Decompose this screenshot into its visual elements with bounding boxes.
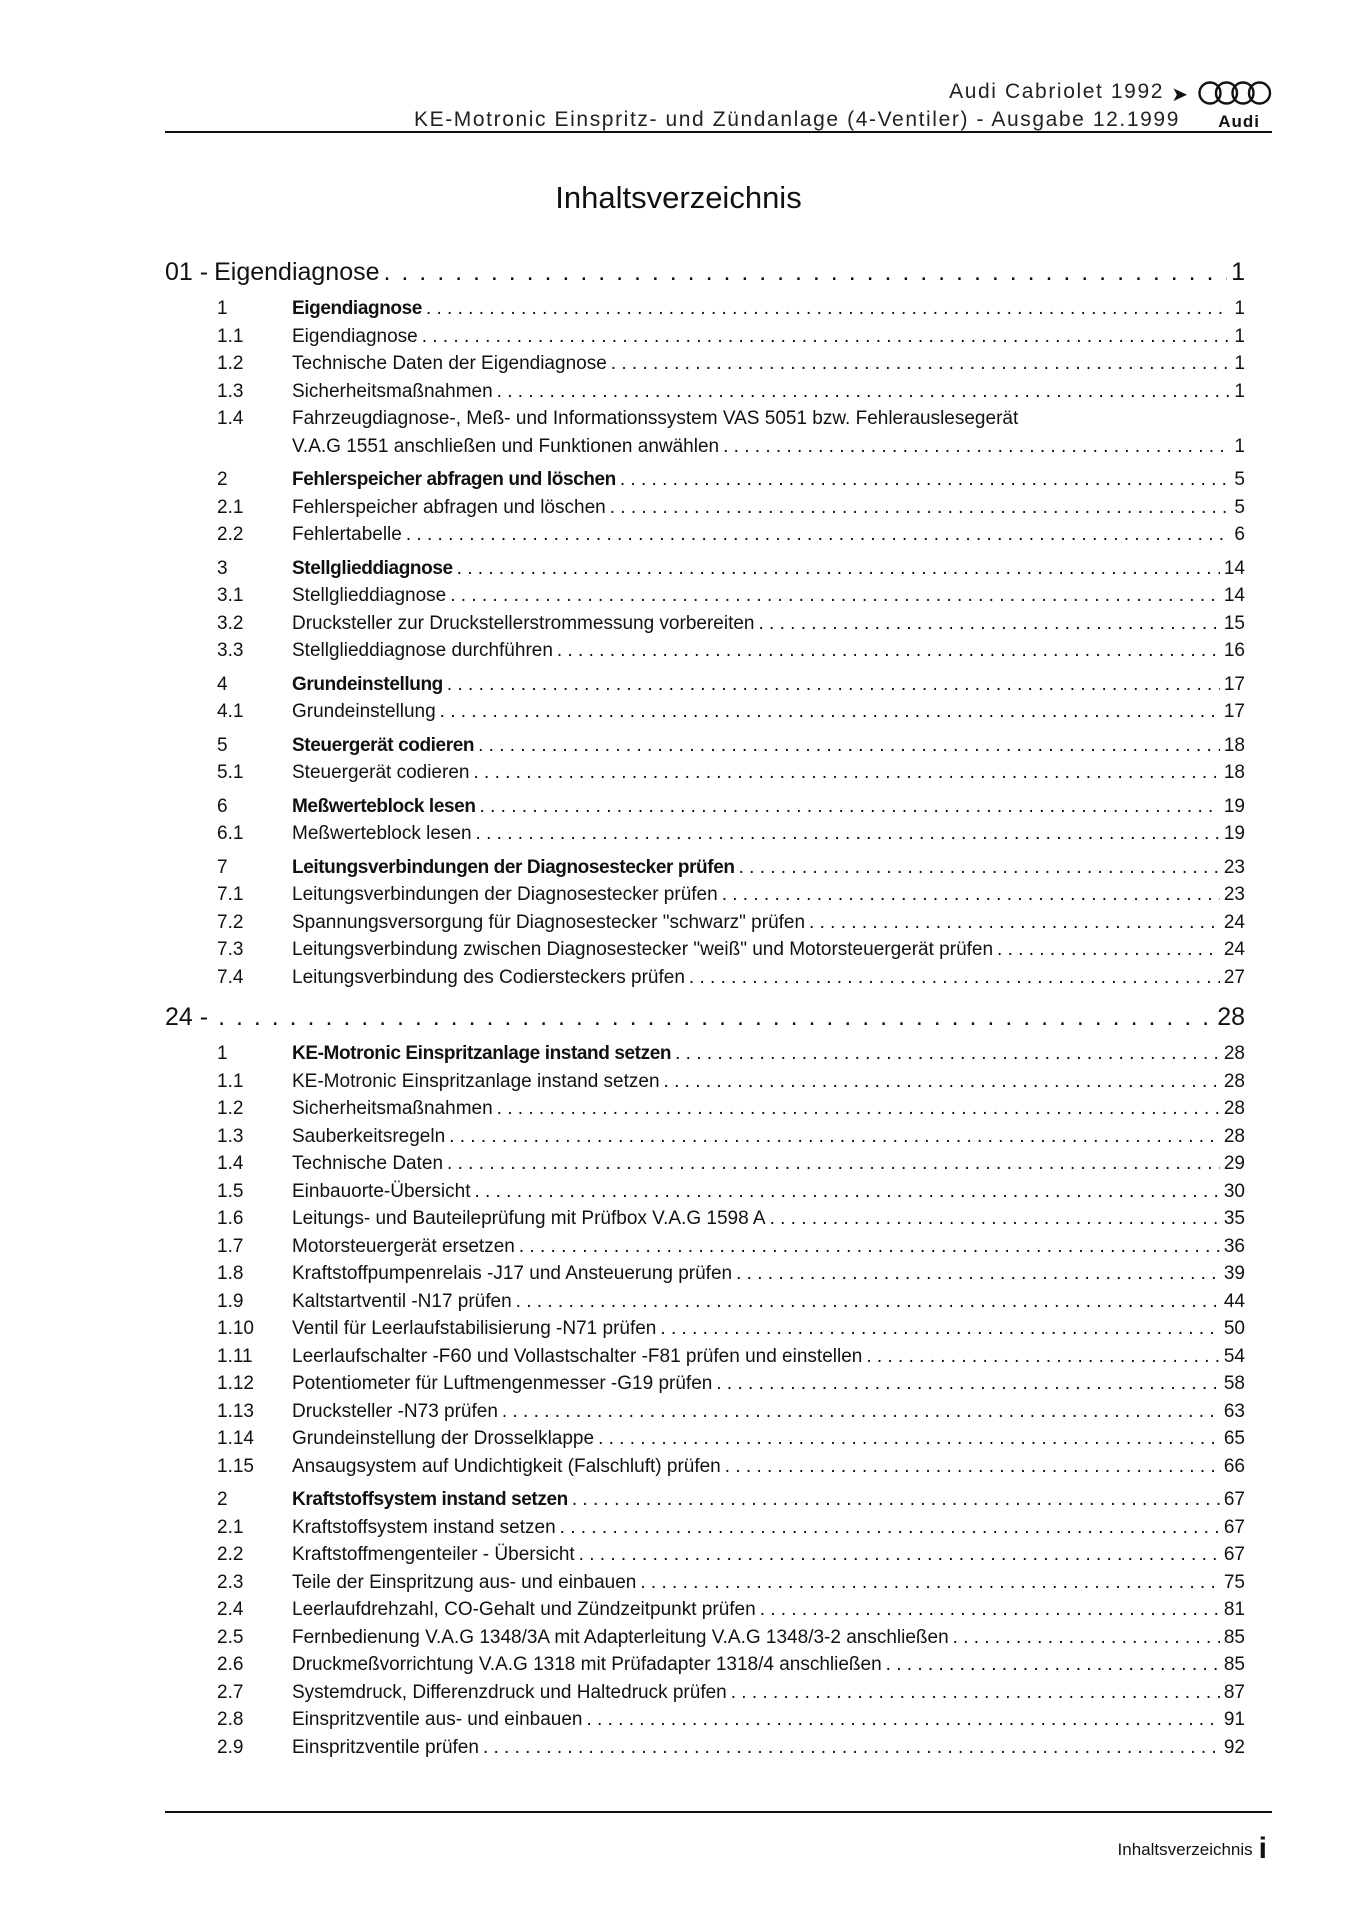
toc-title: Fehlerspeicher abfragen und löschen (292, 496, 606, 518)
toc-title: Sicherheitsmaßnahmen (292, 380, 493, 402)
toc-number: 7.1 (217, 884, 244, 905)
toc-entry[interactable] (165, 1596, 1245, 1624)
header-subtitle: KE-Motronic Einspritz- und Zündanlage (4-Ventiler) - Ausgabe 12.1999 (413, 108, 1180, 131)
toc-page-number: 27 (1223, 966, 1245, 988)
toc-number: 3.1 (217, 585, 244, 606)
dot-leader (474, 1178, 1219, 1206)
toc-number: 1.9 (217, 1290, 244, 1312)
dot-leader (739, 854, 1220, 882)
toc-page-number: 87 (1223, 1681, 1245, 1703)
toc-number: 1.1 (217, 325, 244, 347)
toc-title: Eigendiagnose (292, 325, 418, 347)
arrow-right-icon: ➤ (1171, 84, 1188, 106)
toc-entry[interactable] (165, 582, 1245, 610)
dot-leader (476, 820, 1220, 848)
toc-page-number: 5 (1234, 496, 1245, 518)
page-title: Inhaltsverzeichnis (555, 180, 802, 215)
header-model: Audi Cabriolet 1992 (949, 80, 1164, 103)
toc-title: Ventil für Leerlaufstabilisierung -N71 prüfen (292, 1318, 657, 1339)
toc-entry[interactable] (165, 494, 1245, 522)
toc-title: Fehlerspeicher abfragen und löschen (292, 469, 616, 490)
toc-page-number: 50 (1223, 1318, 1245, 1339)
toc-title: Spannungsversorgung für Diagnosestecker "schwarz" prüfen (292, 911, 806, 933)
toc-title: Kaltstartventil -N17 prüfen (292, 1290, 512, 1312)
toc-title: Fernbedienung V.A.G 1348/3A mit Adapterleitung V.A.G 1348/3-2 anschließen (292, 1626, 949, 1648)
toc-entry[interactable] (165, 323, 1245, 351)
toc-title: Einspritzventile aus- und einbauen (292, 1709, 583, 1730)
toc-entry[interactable] (165, 1288, 1245, 1316)
toc-page-number: 6 (1234, 524, 1245, 545)
dot-leader (953, 1624, 1220, 1652)
toc-number: 6 (217, 795, 228, 817)
toc-title: Einspritzventile prüfen (292, 1736, 479, 1758)
toc-number: 3.3 (217, 640, 244, 661)
toc-number: 24 - (165, 1003, 209, 1031)
toc-entry[interactable] (165, 909, 1245, 937)
toc-page-number: 17 (1223, 673, 1245, 695)
toc-title: Kraftstoffsystem instand setzen (292, 1516, 556, 1538)
dot-leader (422, 323, 1231, 351)
table-of-contents (165, 256, 1245, 1761)
toc-page-number: 65 (1223, 1428, 1245, 1449)
toc-number: 3.2 (217, 612, 244, 634)
toc-page-number: 1 (1234, 380, 1245, 402)
toc-number: 1.4 (217, 1153, 244, 1174)
toc-chapter[interactable] (165, 256, 1245, 289)
toc-title: Grundeinstellung (292, 701, 436, 722)
dot-leader (866, 1343, 1220, 1371)
toc-section[interactable] (165, 1486, 1245, 1514)
toc-title: Stellglieddiagnose (292, 557, 453, 579)
toc-page-number: 75 (1223, 1571, 1245, 1593)
toc-page-number: 85 (1223, 1626, 1245, 1648)
toc-section[interactable] (165, 295, 1245, 323)
toc-number: 1.7 (217, 1235, 244, 1257)
toc-title: KE-Motronic Einspritzanlage instand setzen (292, 1043, 672, 1064)
toc-section[interactable] (165, 854, 1245, 882)
toc-entry[interactable] (165, 881, 1245, 909)
toc-title: Stellglieddiagnose (292, 585, 447, 606)
toc-number: 2.5 (217, 1626, 244, 1648)
toc-page-number: 18 (1223, 762, 1245, 783)
toc-page-number: 92 (1223, 1736, 1245, 1758)
toc-entry[interactable] (165, 1624, 1245, 1652)
dot-leader (722, 881, 1220, 909)
toc-entry[interactable] (165, 405, 1245, 460)
footer-divider (165, 1811, 1272, 1813)
toc-number: 1.6 (217, 1208, 244, 1229)
toc-number: 1.15 (217, 1455, 254, 1477)
toc-number: 2.6 (217, 1654, 244, 1675)
toc-page-number: 28 (1223, 1098, 1245, 1119)
toc-title: Steuergerät codieren (292, 762, 470, 783)
toc-title: KE-Motronic Einspritzanlage instand setzen (292, 1070, 660, 1092)
toc-section[interactable] (165, 732, 1245, 760)
toc-entry[interactable] (165, 964, 1245, 992)
toc-number: 2.4 (217, 1599, 244, 1620)
toc-number: 1 (217, 1043, 228, 1064)
toc-title: Sauberkeitsregeln (292, 1125, 446, 1147)
toc-title: Einbauorte-Übersicht (292, 1180, 471, 1202)
dot-leader (384, 256, 1228, 289)
dot-leader (572, 1486, 1220, 1514)
dot-leader (449, 1123, 1220, 1151)
toc-page-number: 85 (1223, 1654, 1245, 1675)
toc-number: 2.7 (217, 1681, 244, 1703)
page-footer (1118, 1832, 1267, 1866)
toc-page-number: 63 (1223, 1400, 1245, 1422)
dot-leader (447, 671, 1220, 699)
toc-title: Leerlaufschalter -F60 und Vollastschalter -F81 prüfen und einstellen (292, 1345, 863, 1367)
toc-number: 5.1 (217, 762, 244, 783)
toc-number: 1.1 (217, 1070, 244, 1092)
toc-title: Steuergerät codieren (292, 734, 475, 756)
toc-entry[interactable] (165, 820, 1245, 848)
toc-entry[interactable] (165, 350, 1245, 378)
toc-page-number: 5 (1234, 469, 1245, 490)
dot-leader (473, 759, 1219, 787)
toc-number: 1.12 (217, 1373, 254, 1394)
dot-leader (440, 698, 1220, 726)
toc-title: Kraftstoffpumpenrelais -J17 und Ansteuerung prüfen (292, 1263, 733, 1284)
toc-number: 1.3 (217, 380, 244, 402)
toc-number: 2 (217, 469, 228, 490)
dot-leader (406, 521, 1231, 549)
toc-title: Fahrzeugdiagnose-, Meß- und Informationssystem VAS 5051 bzw. Fehlerauslesegerät (292, 408, 1019, 429)
dot-leader (731, 1679, 1220, 1707)
toc-title: Meßwerteblock lesen (292, 823, 472, 844)
toc-title: Leerlaufdrehzahl, CO-Gehalt und Zündzeitpunkt prüfen (292, 1599, 756, 1620)
toc-entry[interactable] (165, 1315, 1245, 1343)
toc-page-number: 14 (1223, 557, 1245, 579)
footer-label: Inhaltsverzeichnis (1117, 1840, 1253, 1859)
toc-title: Leitungsverbindung zwischen Diagnosestecker "weiß" und Motorsteuergerät prüfen (292, 939, 994, 960)
toc-number: 2 (217, 1489, 228, 1510)
toc-page-number: 1 (1234, 325, 1245, 347)
toc-entry[interactable] (165, 1095, 1245, 1123)
toc-number: 1.2 (217, 1098, 244, 1119)
audi-brand-text: Audi (1218, 112, 1260, 131)
toc-entry[interactable] (165, 1205, 1245, 1233)
toc-number: 2.9 (217, 1736, 244, 1758)
toc-page-number: 54 (1223, 1345, 1245, 1367)
toc-page-number: 16 (1223, 640, 1245, 661)
toc-title: Sicherheitsmaßnahmen (292, 1098, 493, 1119)
toc-entry[interactable] (165, 759, 1245, 787)
toc-page-number: 91 (1223, 1709, 1245, 1730)
toc-page-number: 1 (1234, 298, 1245, 319)
toc-page-number: 28 (1223, 1043, 1245, 1064)
dot-leader (736, 1260, 1220, 1288)
toc-title: Systemdruck, Differenzdruck und Haltedruck prüfen (292, 1681, 727, 1703)
toc-title: Meßwerteblock lesen (292, 795, 476, 817)
dot-leader (770, 1205, 1220, 1233)
dot-leader (997, 936, 1220, 964)
toc-entry[interactable] (165, 1679, 1245, 1707)
toc-entry[interactable] (165, 1569, 1245, 1597)
toc-page-number: 35 (1223, 1208, 1245, 1229)
dot-leader (579, 1541, 1220, 1569)
toc-entry[interactable] (165, 610, 1245, 638)
toc-title: Leitungsverbindungen der Diagnosestecker prüfen (292, 856, 735, 878)
toc-number: 1.14 (217, 1428, 254, 1449)
toc-page-number: 58 (1223, 1373, 1245, 1394)
toc-page-number: 29 (1223, 1153, 1245, 1174)
dot-leader (716, 1370, 1220, 1398)
toc-title: Stellglieddiagnose durchführen (292, 640, 553, 661)
toc-entry[interactable] (165, 1123, 1245, 1151)
toc-entry[interactable] (165, 521, 1245, 549)
dot-leader (586, 1706, 1219, 1734)
toc-title: Leitungsverbindung des Codiersteckers prüfen (292, 966, 685, 988)
footer-page-number: i (1258, 1832, 1267, 1865)
toc-number: 3 (217, 557, 228, 579)
toc-number: 1.4 (217, 408, 244, 429)
toc-entry[interactable] (165, 1425, 1245, 1453)
toc-number: 6.1 (217, 823, 244, 844)
toc-section[interactable] (165, 793, 1245, 821)
toc-title: Grundeinstellung der Drosselklappe (292, 1428, 595, 1449)
toc-page-number: 17 (1223, 701, 1245, 722)
toc-number: 1.8 (217, 1263, 244, 1284)
toc-title: Druckmeßvorrichtung V.A.G 1318 mit Prüfadapter 1318/4 anschließen (292, 1654, 882, 1675)
toc-entry[interactable] (165, 698, 1245, 726)
dot-leader (886, 1651, 1220, 1679)
toc-title: Leitungs- und Bauteileprüfung mit Prüfbox V.A.G 1598 A (292, 1208, 766, 1229)
toc-number: 2.1 (217, 1516, 244, 1538)
toc-page-number: 44 (1223, 1290, 1245, 1312)
dot-leader (725, 1453, 1220, 1481)
toc-title: Potentiometer für Luftmengenmesser -G19 prüfen (292, 1373, 713, 1394)
toc-number: 2.2 (217, 524, 244, 545)
toc-title: Drucksteller -N73 prüfen (292, 1400, 498, 1422)
toc-section[interactable] (165, 1040, 1245, 1068)
dot-leader (675, 1040, 1220, 1068)
toc-entry[interactable] (165, 637, 1245, 665)
dot-leader (560, 1514, 1220, 1542)
toc-number: 1 (217, 298, 228, 319)
dot-leader (426, 295, 1230, 323)
toc-title: Fehlertabelle (292, 524, 402, 545)
toc-number: 7.3 (217, 939, 244, 960)
toc-chapter[interactable] (165, 1001, 1245, 1034)
dot-leader (519, 1233, 1220, 1261)
toc-number: 1.11 (217, 1345, 253, 1367)
toc-page-number: 19 (1223, 795, 1245, 817)
toc-title-continued: V.A.G 1551 anschließen und Funktionen anwählen (292, 435, 720, 457)
dot-leader (598, 1425, 1220, 1453)
toc-entry[interactable] (165, 1260, 1245, 1288)
toc-page-number: 19 (1223, 823, 1245, 844)
dot-leader (478, 732, 1220, 760)
toc-entry[interactable] (165, 1343, 1245, 1371)
dot-leader (218, 1001, 1213, 1034)
toc-entry[interactable] (165, 936, 1245, 964)
dot-leader (620, 466, 1231, 494)
toc-entry[interactable] (165, 1541, 1245, 1569)
toc-section[interactable] (165, 466, 1245, 494)
toc-title: Kraftstoffmengenteiler - Übersicht (292, 1544, 575, 1565)
toc-number: 2.2 (217, 1544, 244, 1565)
toc-page-number: 30 (1223, 1180, 1245, 1202)
toc-entry[interactable] (165, 1233, 1245, 1261)
toc-page-number: 23 (1223, 856, 1245, 878)
toc-page-number: 39 (1223, 1263, 1245, 1284)
toc-page-number: 14 (1223, 585, 1245, 606)
dot-leader (610, 494, 1231, 522)
toc-title: Eigendiagnose (292, 298, 422, 319)
toc-page-number: 24 (1223, 939, 1245, 960)
toc-number: 2.8 (217, 1709, 244, 1730)
audi-rings-icon (1198, 78, 1272, 108)
toc-page-number: 81 (1223, 1599, 1245, 1620)
toc-page-number: 18 (1223, 734, 1245, 756)
toc-page-number: 24 (1223, 911, 1245, 933)
toc-entry[interactable] (165, 1514, 1245, 1542)
toc-title: Kraftstoffsystem instand setzen (292, 1489, 568, 1510)
toc-number: 01 - (165, 258, 209, 286)
toc-entry[interactable] (165, 1453, 1245, 1481)
dot-leader (760, 1596, 1220, 1624)
toc-entry[interactable] (165, 1370, 1245, 1398)
toc-title: Teile der Einspritzung aus- und einbauen (292, 1571, 637, 1593)
toc-title: Grundeinstellung (292, 673, 443, 695)
dot-leader (502, 1398, 1220, 1426)
dot-leader (664, 1068, 1220, 1096)
dot-leader (640, 1569, 1220, 1597)
toc-page-number: 1 (1234, 353, 1245, 374)
toc-page-number: 67 (1223, 1516, 1245, 1538)
toc-number: 1.2 (217, 353, 244, 374)
toc-title: Motorsteuergerät ersetzen (292, 1235, 515, 1257)
toc-number: 7.4 (217, 966, 244, 988)
toc-page-number: 23 (1223, 884, 1245, 905)
toc-title: Eigendiagnose (214, 258, 380, 286)
toc-number: 2.1 (217, 496, 244, 518)
dot-leader (480, 793, 1220, 821)
toc-number: 1.3 (217, 1125, 244, 1147)
dot-leader (723, 433, 1230, 461)
toc-number: 1.5 (217, 1180, 244, 1202)
toc-entry[interactable] (165, 1178, 1245, 1206)
dot-leader (689, 964, 1220, 992)
toc-page-number: 1 (1234, 435, 1245, 457)
toc-page-number: 28 (1217, 1003, 1245, 1031)
toc-page-number: 15 (1223, 612, 1245, 634)
dot-leader (497, 378, 1231, 406)
toc-number: 5 (217, 734, 228, 756)
toc-page-number: 28 (1223, 1070, 1245, 1092)
dot-leader (809, 909, 1220, 937)
header-divider (165, 131, 1272, 133)
toc-title: Ansaugsystem auf Undichtigkeit (Falschluft) prüfen (292, 1455, 721, 1477)
toc-entry[interactable] (165, 1734, 1245, 1762)
toc-page-number: 28 (1223, 1125, 1245, 1147)
toc-entry[interactable] (165, 378, 1245, 406)
page-header (165, 78, 1272, 136)
toc-entry[interactable] (165, 1651, 1245, 1679)
toc-title: Technische Daten (292, 1153, 444, 1174)
dot-leader (516, 1288, 1220, 1316)
toc-number: 4.1 (217, 701, 244, 722)
toc-entry[interactable] (165, 1068, 1245, 1096)
dot-leader (483, 1734, 1220, 1762)
dot-leader (660, 1315, 1219, 1343)
toc-page-number: 67 (1223, 1544, 1245, 1565)
toc-page-number: 67 (1223, 1489, 1245, 1510)
toc-number: 4 (217, 673, 228, 695)
toc-number: 7 (217, 856, 228, 878)
dot-leader (557, 637, 1220, 665)
dot-leader (758, 610, 1219, 638)
toc-number: 1.13 (217, 1400, 254, 1422)
toc-number: 7.2 (217, 911, 244, 933)
toc-section[interactable] (165, 555, 1245, 583)
toc-number: 2.3 (217, 1571, 244, 1593)
toc-section[interactable] (165, 671, 1245, 699)
dot-leader (457, 555, 1220, 583)
toc-entry[interactable] (165, 1706, 1245, 1734)
toc-page-number: 1 (1231, 258, 1245, 286)
dot-leader (497, 1095, 1220, 1123)
toc-number: 1.10 (217, 1318, 254, 1339)
toc-title: Drucksteller zur Druckstellerstrommessung vorbereiten (292, 612, 755, 634)
toc-entry[interactable] (165, 1150, 1245, 1178)
toc-page-number: 36 (1223, 1235, 1245, 1257)
dot-leader (611, 350, 1231, 378)
toc-entry[interactable] (165, 1398, 1245, 1426)
toc-page-number: 66 (1223, 1455, 1245, 1477)
dot-leader (450, 582, 1220, 610)
toc-title: Leitungsverbindungen der Diagnosestecker prüfen (292, 884, 718, 905)
toc-title: Technische Daten der Eigendiagnose (292, 353, 607, 374)
dot-leader (447, 1150, 1220, 1178)
